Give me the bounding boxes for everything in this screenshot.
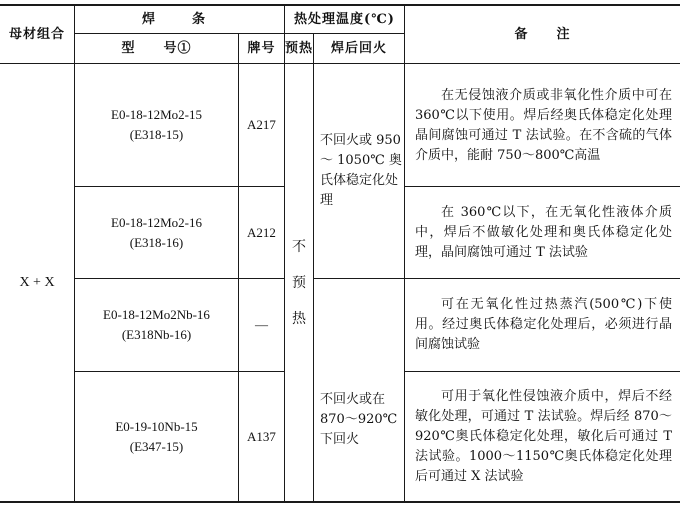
table-row-brand: A212 bbox=[247, 224, 276, 240]
table-row-remark: 可在无氧化性过热蒸汽(500℃)下使用。经过奥氏体稳定化处理后，必须进行晶间腐蚀试验 bbox=[415, 297, 672, 352]
table-row-model bbox=[75, 64, 238, 186]
table-row-remark: 可用于氧化性侵蚀液介质中，焊后不经敏化处理，可通过 T 法试验。焊后经 870～920℃奥氏体稳定化处理，敏化后可通过 T 法试验。1000～1150℃奥氏体稳定化处理后可通过 X 法试验 bbox=[415, 388, 672, 484]
model-aws-code: (E318-15) bbox=[129, 127, 184, 142]
preheat-char-3: 热 bbox=[292, 310, 306, 327]
model-aws-code: (E318Nb-16) bbox=[121, 327, 192, 342]
header-electrode: 焊 条 bbox=[141, 11, 217, 27]
table-bottom-rule bbox=[0, 501, 680, 503]
table-row-brand: — bbox=[255, 317, 268, 332]
base-metal-value: X + X bbox=[19, 274, 55, 290]
post-weld-value-b: 不回火或在 870～920℃ 下回火 bbox=[320, 392, 398, 447]
table-row-brand: A217 bbox=[247, 117, 276, 132]
preheat-char-1: 不 bbox=[292, 238, 306, 255]
table-row-model bbox=[75, 187, 238, 278]
header-preheat: 预热 bbox=[285, 40, 314, 56]
header-model: 型 号① bbox=[121, 40, 192, 56]
model-code: E0-18-12Mo2-15 bbox=[111, 107, 202, 122]
table-row-brand: A137 bbox=[247, 428, 276, 444]
model-code: E0-18-12Mo2-16 bbox=[111, 214, 202, 230]
model-code: E0-19-10Nb-15 bbox=[115, 418, 198, 434]
preheat-char-2: 预 bbox=[292, 274, 306, 291]
header-heat-treatment: 热处理温度(℃) bbox=[294, 11, 395, 27]
post-weld-value-a: 不回火或 950 ～ 1050℃ 奥氏体稳定化处理 bbox=[320, 133, 402, 208]
preheat-value bbox=[285, 64, 313, 501]
header-brand: 牌号 bbox=[247, 40, 276, 56]
model-aws-code: (E347-15) bbox=[129, 438, 184, 454]
model-code: E0-18-12Mo2Nb-16 bbox=[103, 307, 210, 322]
model-aws-code: (E318-16) bbox=[129, 234, 184, 250]
table-row-remark: 在 360℃以下，在无氧化性液体介质中，焊后不做敏化处理和奥氏体稳定化处理，晶间腐蚀可通过 T 法试验 bbox=[415, 204, 672, 260]
table-row-model bbox=[75, 372, 238, 501]
header-base-metal: 母材组合 bbox=[8, 26, 65, 42]
table-row-model bbox=[75, 279, 238, 371]
header-post-weld: 焊后回火 bbox=[330, 40, 387, 56]
table-row-remark: 在无侵蚀液介质或非氧化性介质中可在 360℃以下使用。焊后经奥氏体稳定化处理晶间腐蚀可通过 T 法试验。在不含硫的气体介质中，能耐 750～800℃高温 bbox=[415, 88, 672, 163]
header-remarks: 备 注 bbox=[514, 26, 571, 42]
